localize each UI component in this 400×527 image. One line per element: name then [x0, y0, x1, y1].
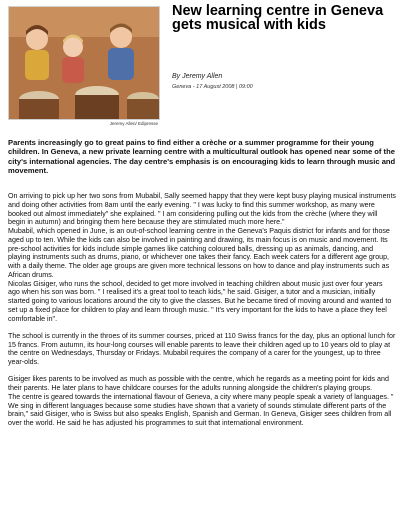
article-body — [8, 192, 396, 428]
article-title: New learning centre in Geneva gets musical with kids — [172, 3, 384, 33]
article-photo — [8, 6, 160, 120]
body-paragraph: On arriving to pick up her two sons from Mubabil, Sally seemed happy that they were kept busy playing musical instruments and doing other activities from 8am until the early evening. " I was lucky to find this summer workshop, as many were booked out almost immediately" she explained. " I am considering pulling out the kids from the crèche (where they will begin in autumn) and bringing them here because they are stimulated much more here." — [8, 192, 396, 227]
body-paragraph: Mubabil, which opened in June, is an out-of-school learning centre in the Geneva's Paquis district for infants and for those aged up to ten. While the kids can also be involved in painting and drawing, its main focus is on music and movement. Its pre-school activities for kids include simple games like catching coloured balls, dressing up as animals, dancing, and playing instruments such as drums, piano, or whichever one takes their fancy. Each week caters for a different age group, with a daily theme. The older age groups are given more technical lessons on how to dance and play instruments such as African drums. — [8, 227, 390, 279]
article-lead: Parents increasingly go to great pains to find either a crèche or a summer programme for their young children. In Geneva, a new private learning centre with a multicultural outlook has opened near some of the city's international agencies. The day centre's emphasis is on encouraging kids to learn through music and movement. — [8, 138, 396, 176]
body-paragraph: The centre is geared towards the international flavour of Geneva, a city where many people speak a variety of languages. " We sing in different languages because some studies have shown that a variety of sounds stimulate different parts of the brain," said Gisiger, who is Swiss but also speaks English, Spanish and German. In Geneva, Gisiger sees children from all over the world. He said he has adjusted his programmes to suit that international environment. — [8, 392, 394, 427]
body-paragraph: Gisiger likes parents to be involved as much as possible with the centre, which he regards as a meeting point for kids and their parents. He later plans to have childcare courses for the adults running alongside the children's playing groups. — [8, 375, 389, 392]
body-paragraph: The school is currently in the throes of its summer courses, priced at 110 Swiss francs for the day, plus an optional lunch for 15 francs. From autumn, its hour-long courses will enable parents to leave their children aged up to 10 years old to play at the centre on Wednesdays, Thursday or Fridays. Mubabil requires the company of a carer for the youngest, up to three year-olds. — [8, 331, 396, 366]
body-paragraph: Nicolas Gisiger, who runs the school, decided to get more involved in teaching children about music just over four years ago when his son was born. " I realised it's a great tool to teach kids," he said. Gisiger, a tutor and a musician, initially started going to various locations around the city to give the classes. But he became tired of moving around and wanted to set up a fixed place for children to play and learn through music. " It's very important for the kids to have a place they feel comfortable in". — [8, 279, 392, 323]
photo-caption: Jeremy Allen/ Edipresse — [109, 121, 158, 126]
article-dateline: Geneva - 17 August 2008 | 09:00 — [172, 84, 253, 90]
article-byline: By Jeremy Allen — [172, 73, 223, 80]
children-with-drums-image — [9, 7, 159, 119]
